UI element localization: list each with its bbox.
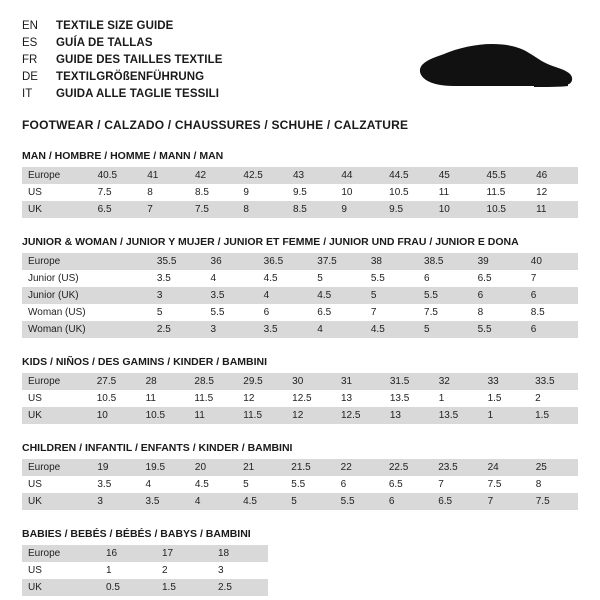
group-label: JUNIOR & WOMAN / JUNIOR Y MUJER / JUNIOR ET FEMME / JUNIOR UND FRAU / JUNIOR E DONA — [22, 236, 519, 248]
cell: 5 — [418, 321, 472, 338]
cell: 7 — [365, 304, 418, 321]
cell: 3.5 — [258, 321, 312, 338]
cell: 41 — [141, 167, 189, 184]
row-header: Junior (US) — [22, 270, 99, 287]
row-header: UK — [22, 407, 91, 424]
cell: 42 — [189, 167, 237, 184]
cell: 33 — [482, 373, 530, 390]
cell: 7 — [525, 270, 578, 287]
cell: 4 — [205, 270, 258, 287]
cell: 3 — [91, 493, 139, 510]
cell: 22 — [335, 459, 383, 476]
language-code: EN — [22, 20, 38, 32]
row-header: Woman (US) — [22, 304, 99, 321]
cell: 31.5 — [384, 373, 433, 390]
cell: 33.5 — [529, 373, 578, 390]
table-row — [22, 201, 578, 218]
cell: 7.5 — [482, 476, 530, 493]
table-row — [22, 459, 578, 476]
cell: 46 — [530, 167, 578, 184]
cell: 5.5 — [418, 287, 472, 304]
cell: 7.5 — [92, 184, 142, 201]
cell: 10 — [433, 201, 481, 218]
cell: 39 — [472, 253, 525, 270]
cell: 10.5 — [91, 390, 140, 407]
cell: 12 — [286, 407, 335, 424]
table-row — [22, 321, 578, 338]
cell: 32 — [433, 373, 482, 390]
cell: 3.5 — [205, 287, 258, 304]
cell: 12 — [237, 390, 286, 407]
cell: 8.5 — [525, 304, 578, 321]
cell: 9 — [335, 201, 383, 218]
cell: 45 — [433, 167, 481, 184]
cell: 28 — [140, 373, 189, 390]
cell — [99, 270, 151, 287]
cell: 6.5 — [432, 493, 481, 510]
cell: 12.5 — [335, 407, 384, 424]
cell: 17 — [156, 545, 212, 562]
row-header: UK — [22, 201, 92, 218]
cell: 12 — [530, 184, 578, 201]
cell: 25 — [530, 459, 578, 476]
cell: 5 — [365, 287, 418, 304]
cell: 4.5 — [365, 321, 418, 338]
cell — [99, 253, 151, 270]
table-row — [22, 493, 578, 510]
group-junior-woman — [22, 236, 578, 338]
cell: 1 — [433, 390, 482, 407]
cell: 3.5 — [140, 493, 189, 510]
cell: 5 — [311, 270, 365, 287]
cell: 4 — [311, 321, 365, 338]
cell: 5 — [237, 476, 285, 493]
language-title: TEXTILGRÖßENFÜHRUNG — [56, 71, 205, 83]
cell: 8 — [237, 201, 287, 218]
language-title: TEXTILE SIZE GUIDE — [56, 20, 174, 32]
table-row — [22, 545, 268, 562]
cell: 43 — [287, 167, 335, 184]
row-header: Europe — [22, 373, 91, 390]
cell: 20 — [189, 459, 237, 476]
row-header: Junior (UK) — [22, 287, 99, 304]
cell: 11 — [140, 390, 189, 407]
table-row — [22, 407, 578, 424]
cell: 8 — [141, 184, 189, 201]
cell: 9.5 — [287, 184, 335, 201]
cell: 19.5 — [140, 459, 189, 476]
cell: 10.5 — [481, 201, 531, 218]
cell: 27.5 — [91, 373, 140, 390]
cell: 10.5 — [140, 407, 189, 424]
group-label: MAN / HOMBRE / HOMME / MANN / MAN — [22, 150, 224, 162]
cell: 23.5 — [432, 459, 481, 476]
cell: 6 — [472, 287, 525, 304]
cell: 4.5 — [189, 476, 237, 493]
cell: 28.5 — [188, 373, 237, 390]
cell: 3 — [151, 287, 205, 304]
group-kids — [22, 356, 578, 424]
cell: 19 — [91, 459, 139, 476]
cell: 13.5 — [384, 390, 433, 407]
cell: 8.5 — [189, 184, 237, 201]
cell: 22.5 — [383, 459, 432, 476]
cell: 3.5 — [151, 270, 205, 287]
cell: 44.5 — [383, 167, 433, 184]
cell: 2.5 — [151, 321, 205, 338]
cell: 5.5 — [365, 270, 418, 287]
cell: 6 — [525, 321, 578, 338]
cell: 9 — [237, 184, 287, 201]
cell: 10.5 — [383, 184, 433, 201]
language-code: DE — [22, 71, 38, 83]
language-code: FR — [22, 54, 38, 66]
table-row — [22, 184, 578, 201]
size-table-babies — [22, 545, 268, 596]
cell: 6.5 — [92, 201, 142, 218]
language-code: IT — [22, 88, 33, 100]
cell: 30 — [286, 373, 335, 390]
table-row — [22, 476, 578, 493]
table-row — [22, 287, 578, 304]
row-header: UK — [22, 493, 91, 510]
cell: 0.5 — [100, 579, 156, 596]
cell: 11 — [530, 201, 578, 218]
row-header: Europe — [22, 253, 99, 270]
cell: 3 — [205, 321, 258, 338]
cell — [99, 304, 151, 321]
cell: 11.5 — [481, 184, 531, 201]
cell: 45.5 — [481, 167, 531, 184]
language-title: GUIDE DES TAILLES TEXTILE — [56, 54, 223, 66]
cell: 1 — [100, 562, 156, 579]
cell: 5.5 — [285, 476, 334, 493]
cell: 8 — [472, 304, 525, 321]
cell: 11.5 — [188, 390, 237, 407]
cell: 31 — [335, 373, 384, 390]
group-label: KIDS / NIÑOS / DES GAMINS / KINDER / BAMBINI — [22, 356, 268, 368]
cell: 40 — [525, 253, 578, 270]
cell: 3.5 — [91, 476, 139, 493]
cell: 38 — [365, 253, 418, 270]
cell: 6.5 — [311, 304, 365, 321]
table-row — [22, 270, 578, 287]
group-babies — [22, 528, 578, 596]
cell: 36.5 — [258, 253, 312, 270]
cell: 38.5 — [418, 253, 472, 270]
size-table-kids — [22, 373, 578, 424]
group-label: BABIES / BEBÉS / BÉBÉS / BABYS / BAMBINI — [22, 528, 251, 540]
cell: 7 — [432, 476, 481, 493]
cell: 4.5 — [237, 493, 285, 510]
cell: 7.5 — [530, 493, 578, 510]
cell: 2 — [529, 390, 578, 407]
dress-shoe-icon — [384, 26, 574, 98]
cell: 29.5 — [237, 373, 286, 390]
cell: 6 — [525, 287, 578, 304]
cell: 7.5 — [418, 304, 472, 321]
cell: 1 — [482, 407, 530, 424]
cell: 10 — [91, 407, 140, 424]
group-children — [22, 442, 578, 510]
cell: 12.5 — [286, 390, 335, 407]
cell: 10 — [335, 184, 383, 201]
cell: 13.5 — [433, 407, 482, 424]
cell: 4 — [140, 476, 189, 493]
language-title: GUIDA ALLE TAGLIE TESSILI — [56, 88, 220, 100]
size-table-man — [22, 167, 578, 218]
row-header: US — [22, 476, 91, 493]
language-code: ES — [22, 37, 38, 49]
cell: 4.5 — [311, 287, 365, 304]
cell: 7 — [141, 201, 189, 218]
cell: 11.5 — [237, 407, 286, 424]
cell: 44 — [335, 167, 383, 184]
cell: 37.5 — [311, 253, 365, 270]
row-header: Europe — [22, 167, 92, 184]
cell: 2 — [156, 562, 212, 579]
cell: 18 — [212, 545, 268, 562]
table-row — [22, 562, 268, 579]
cell — [99, 321, 151, 338]
cell: 6 — [335, 476, 383, 493]
document-header — [22, 18, 578, 104]
language-title: GUÍA DE TALLAS — [56, 37, 153, 49]
cell: 1.5 — [482, 390, 530, 407]
cell: 2.5 — [212, 579, 268, 596]
cell: 5.5 — [205, 304, 258, 321]
cell: 35.5 — [151, 253, 205, 270]
row-header: US — [22, 562, 100, 579]
table-row — [22, 373, 578, 390]
cell: 21.5 — [285, 459, 334, 476]
cell: 24 — [482, 459, 530, 476]
cell: 42.5 — [237, 167, 287, 184]
cell: 1.5 — [529, 407, 578, 424]
cell: 40.5 — [92, 167, 142, 184]
table-row — [22, 253, 578, 270]
cell: 7 — [482, 493, 530, 510]
group-label: CHILDREN / INFANTIL / ENFANTS / KINDER / BAMBINI — [22, 442, 293, 454]
cell: 16 — [100, 545, 156, 562]
cell — [99, 287, 151, 304]
row-header: US — [22, 390, 91, 407]
row-header: UK — [22, 579, 100, 596]
cell: 4 — [189, 493, 237, 510]
row-header: Europe — [22, 459, 91, 476]
cell: 36 — [205, 253, 258, 270]
row-header: US — [22, 184, 92, 201]
cell: 8 — [530, 476, 578, 493]
cell: 6 — [258, 304, 312, 321]
table-row — [22, 579, 268, 596]
cell: 6.5 — [472, 270, 525, 287]
cell: 4 — [258, 287, 312, 304]
cell: 11 — [188, 407, 237, 424]
size-table-junior-woman — [22, 253, 578, 338]
table-row — [22, 167, 578, 184]
row-header: Europe — [22, 545, 100, 562]
cell: 6 — [383, 493, 432, 510]
cell: 4.5 — [258, 270, 312, 287]
cell: 7.5 — [189, 201, 237, 218]
cell: 5 — [151, 304, 205, 321]
cell: 9.5 — [383, 201, 433, 218]
cell: 11 — [433, 184, 481, 201]
cell: 1.5 — [156, 579, 212, 596]
size-table-children — [22, 459, 578, 510]
table-row — [22, 304, 578, 321]
cell: 5 — [285, 493, 334, 510]
cell: 5.5 — [472, 321, 525, 338]
cell: 13 — [384, 407, 433, 424]
page-title: FOOTWEAR / CALZADO / CHAUSSURES / SCHUHE / CALZATURE — [22, 118, 409, 132]
cell: 21 — [237, 459, 285, 476]
table-row — [22, 390, 578, 407]
row-header: Woman (UK) — [22, 321, 99, 338]
group-man — [22, 150, 578, 218]
cell: 3 — [212, 562, 268, 579]
cell: 6.5 — [383, 476, 432, 493]
cell: 13 — [335, 390, 384, 407]
cell: 5.5 — [335, 493, 383, 510]
cell: 6 — [418, 270, 472, 287]
cell: 8.5 — [287, 201, 335, 218]
